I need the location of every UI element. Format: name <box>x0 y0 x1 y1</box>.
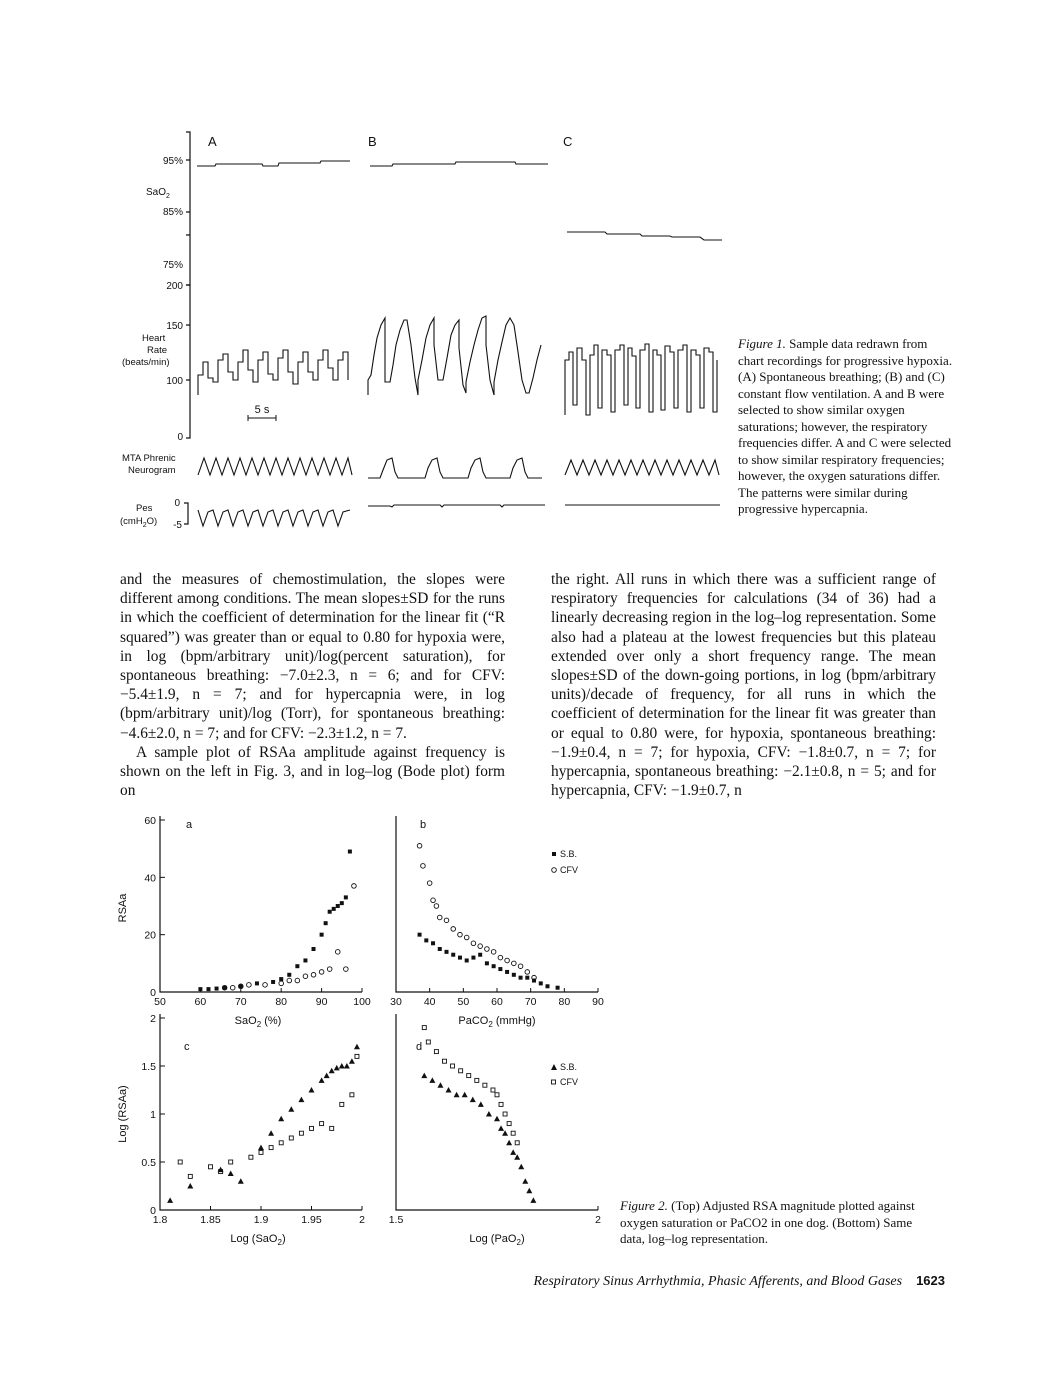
data-point-d-s-b <box>454 1092 460 1098</box>
data-point-b-s-b <box>478 953 482 957</box>
mta-traces <box>198 458 719 478</box>
data-point-b-cfv <box>464 935 469 940</box>
data-point-d-s-b <box>421 1073 427 1079</box>
x-tick-label-a: 80 <box>275 996 288 1008</box>
y-tick-label-c: 0.5 <box>141 1157 156 1169</box>
data-point-c-cfv <box>299 1131 303 1135</box>
data-point-a-s-b <box>332 907 336 911</box>
legend-b-cfv: CFV <box>560 865 578 875</box>
legend-panel-b <box>552 849 578 875</box>
panel-label-b: B <box>368 134 377 149</box>
data-point-b-s-b <box>465 958 469 962</box>
data-point-b-cfv <box>518 964 523 969</box>
figure-2-axes <box>160 816 598 1210</box>
scale-bar-label: 5 s <box>254 404 270 416</box>
data-point-c-s-b <box>319 1077 325 1083</box>
data-point-d-cfv <box>422 1026 426 1030</box>
data-point-c-cfv <box>229 1160 233 1164</box>
data-point-d-cfv <box>475 1078 479 1082</box>
data-point-a-s-b <box>198 987 202 991</box>
sao2-axis <box>186 132 190 285</box>
data-point-a-cfv <box>319 970 324 975</box>
data-point-b-cfv <box>491 950 496 955</box>
data-point-c-cfv <box>310 1126 314 1130</box>
data-point-a-cfv <box>230 985 235 990</box>
data-point-b-cfv <box>431 898 436 903</box>
pes-label: Pes <box>136 503 153 514</box>
panel-label-c: C <box>563 134 573 149</box>
x-tick-label-b: 30 <box>390 996 402 1008</box>
data-point-c-cfv <box>188 1174 192 1178</box>
y-axis-label-log-rsaa: Log (RSAa) <box>117 1085 129 1143</box>
data-point-b-s-b <box>445 950 449 954</box>
data-point-d-s-b <box>470 1097 476 1103</box>
hr-label-line3: (beats/min) <box>122 357 170 368</box>
data-point-b-s-b <box>418 933 422 937</box>
data-point-d-s-b <box>526 1188 532 1194</box>
mta-label-line1: MTA Phrenic <box>122 453 176 464</box>
data-point-c-cfv <box>340 1102 344 1106</box>
data-point-a-cfv <box>327 967 332 972</box>
data-point-a-cfv <box>295 978 300 983</box>
sao2-tick-85: 85% <box>162 207 183 218</box>
data-point-b-s-b <box>492 964 496 968</box>
data-point-d-s-b <box>530 1197 536 1203</box>
figure-2-caption <box>620 1198 940 1248</box>
hr-axis <box>186 285 190 438</box>
data-point-c-s-b <box>238 1178 244 1184</box>
x-tick-label-c: 1.85 <box>200 1214 221 1226</box>
x-tick-label-b: 90 <box>592 996 604 1008</box>
x-axis-label-log-sao2: Log (SaO$_2$) <box>230 1233 286 1247</box>
x-tick-label-a: 60 <box>194 996 207 1008</box>
data-point-d-cfv <box>426 1040 430 1044</box>
data-point-a-cfv <box>279 981 284 986</box>
data-point-d-s-b <box>486 1111 492 1117</box>
data-point-d-cfv <box>467 1074 471 1078</box>
data-point-d-cfv <box>451 1064 455 1068</box>
legend-d-sb: S.B. <box>560 1062 578 1072</box>
data-point-a-s-b <box>206 987 210 991</box>
data-point-d-cfv <box>491 1088 495 1092</box>
pes-axis <box>184 503 188 524</box>
hr-tick-150: 150 <box>166 321 183 332</box>
data-point-b-s-b <box>451 953 455 957</box>
data-point-a-s-b <box>303 958 307 962</box>
hr-tick-100: 100 <box>166 376 183 387</box>
figure-1-caption-label: Figure 1. <box>738 336 786 351</box>
x-tick-label-d: 2 <box>595 1214 601 1226</box>
body-left-paragraph-2: A sample plot of RSAa amplitude against frequency is shown on the left in Fig. 3, and in log–log (Bode plot) form on <box>120 743 505 800</box>
data-point-a-cfv <box>335 950 340 955</box>
data-point-c-cfv <box>209 1165 213 1169</box>
panel-label-a-fig2: a <box>186 819 193 831</box>
y-tick-label-a: 60 <box>144 815 156 827</box>
data-point-d-s-b <box>514 1154 520 1160</box>
data-point-c-s-b <box>339 1063 345 1069</box>
data-point-c-s-b <box>349 1058 355 1064</box>
sao2-label: SaO$_2$ <box>146 187 170 200</box>
body-column-left <box>120 570 505 800</box>
data-point-a-cfv <box>303 974 308 979</box>
data-point-b-s-b <box>458 956 462 960</box>
data-point-c-cfv <box>320 1122 324 1126</box>
data-point-c-cfv <box>330 1126 334 1130</box>
data-point-b-s-b <box>438 947 442 951</box>
data-point-b-s-b <box>485 961 489 965</box>
data-point-d-s-b <box>494 1116 500 1122</box>
y-tick-label-a: 0 <box>150 987 156 999</box>
data-point-b-cfv <box>505 958 510 963</box>
data-point-d-cfv <box>442 1059 446 1063</box>
hr-label-line1: Heart <box>142 333 166 344</box>
x-tick-label-b: 60 <box>491 996 503 1008</box>
data-point-c-s-b <box>187 1183 193 1189</box>
y-tick-label-c: 1 <box>150 1109 156 1121</box>
y-tick-label-c: 2 <box>150 1013 156 1025</box>
data-point-b-cfv <box>512 961 517 966</box>
data-point-d-cfv <box>483 1083 487 1087</box>
data-point-b-cfv <box>471 941 476 946</box>
panel-label-d-fig2: d <box>416 1041 423 1053</box>
data-point-a-cfv <box>352 884 357 889</box>
data-point-c-s-b <box>334 1065 340 1071</box>
x-tick-label-a: 70 <box>234 996 247 1008</box>
data-point-d-s-b <box>478 1101 484 1107</box>
data-point-b-s-b <box>556 986 560 990</box>
data-point-c-s-b <box>258 1145 264 1151</box>
data-point-c-cfv <box>249 1155 253 1159</box>
data-point-d-cfv <box>434 1050 438 1054</box>
data-point-d-s-b <box>429 1077 435 1083</box>
data-point-d-s-b <box>462 1092 468 1098</box>
hr-traces <box>198 316 717 415</box>
data-point-a-cfv <box>247 983 252 988</box>
figure-2 <box>0 800 1063 1260</box>
hr-tick-200: 200 <box>166 281 183 292</box>
x-tick-label-d: 1.5 <box>388 1214 404 1226</box>
page-number: 1623 <box>916 1273 945 1288</box>
data-point-b-cfv <box>421 864 426 869</box>
data-point-c-s-b <box>344 1063 350 1069</box>
data-point-d-cfv <box>495 1093 499 1097</box>
data-point-d-s-b <box>510 1149 516 1155</box>
data-point-a-s-b <box>215 987 219 991</box>
pes-unit: (cmH$_2$O) <box>120 516 158 529</box>
x-tick-label-b: 70 <box>524 996 537 1008</box>
data-point-a-s-b <box>328 910 332 914</box>
data-point-a-s-b <box>320 933 324 937</box>
data-point-b-s-b <box>512 973 516 977</box>
hr-tick-0: 0 <box>177 432 183 443</box>
data-point-c-s-b <box>298 1097 304 1103</box>
data-point-c-cfv <box>279 1141 283 1145</box>
data-point-d-s-b <box>498 1125 504 1131</box>
y-tick-label-c: 1.5 <box>141 1061 156 1073</box>
x-tick-label-a: 100 <box>353 996 371 1008</box>
y-axis-label-rsaa: RSAa <box>117 893 129 923</box>
data-point-d-s-b <box>522 1178 528 1184</box>
data-point-c-s-b <box>309 1087 315 1093</box>
y-tick-label-a: 20 <box>144 929 156 942</box>
x-tick-label-a: 90 <box>315 996 328 1008</box>
pes-tick-0: 0 <box>174 498 180 509</box>
data-point-b-s-b <box>525 976 529 980</box>
y-tick-label-c: 0 <box>150 1205 156 1217</box>
data-point-c-s-b <box>288 1106 294 1112</box>
data-point-d-cfv <box>499 1102 503 1106</box>
x-tick-label-c: 1.9 <box>253 1214 269 1226</box>
data-point-a-s-b <box>295 964 299 968</box>
data-point-b-s-b <box>519 976 523 980</box>
data-point-b-s-b <box>505 970 509 974</box>
data-point-b-cfv <box>525 970 530 975</box>
x-tick-label-c: 1.8 <box>152 1214 168 1226</box>
data-point-c-cfv <box>269 1146 273 1150</box>
pes-tick-minus5: -5 <box>173 520 182 531</box>
data-point-b-s-b <box>424 938 428 942</box>
data-point-c-s-b <box>268 1130 274 1136</box>
data-point-c-s-b <box>228 1171 234 1177</box>
x-tick-label-b: 80 <box>558 996 571 1008</box>
data-point-d-cfv <box>507 1122 511 1126</box>
data-point-a-cfv <box>287 978 292 983</box>
data-point-c-s-b <box>324 1073 330 1079</box>
data-point-d-cfv <box>459 1069 463 1073</box>
data-point-b-cfv <box>478 944 483 949</box>
data-point-b-cfv <box>427 881 432 886</box>
y-tick-label-a: 40 <box>144 872 156 885</box>
data-point-d-cfv <box>515 1141 519 1145</box>
x-axis-label-paco2: PaCO$_2$ (mmHg) <box>458 1015 536 1029</box>
x-tick-label-a: 50 <box>154 996 166 1008</box>
data-point-a-cfv <box>311 973 316 978</box>
data-point-b-cfv <box>437 915 442 920</box>
running-head-title: Respiratory Sinus Arrhythmia, Phasic Afferents, and Blood Gases <box>533 1274 903 1289</box>
data-point-b-cfv <box>451 927 456 932</box>
running-head <box>490 1273 945 1290</box>
figure-2-caption-label: Figure 2. <box>620 1198 668 1213</box>
body-left-paragraph-1: and the measures of chemostimulation, the slopes were different among conditions. The mean slopes±SD for the runs in which the coefficient of determination for the linear fit (“R squared”) was greater than or equal to 0.80 for hypoxia were, in log (bpm/arbitrary unit)/log(percent saturation), for spontaneous breathing: −7.0±2.3, n = 6; and for CFV: −5.4±1.9, n = 7; and for hypercapnia were, in log (bpm/arbitrary unit)/log (Torr), for spontaneous breathing: −4.6±2.0, n = 7; and for CFV: −2.3±1.2, n = 7. <box>120 571 505 742</box>
data-point-b-s-b <box>431 941 435 945</box>
legend-b-sb: S.B. <box>560 849 578 859</box>
sao2-tick-95: 95% <box>162 156 183 167</box>
data-point-c-s-b <box>354 1044 360 1050</box>
data-point-a-cfv <box>263 983 268 988</box>
data-point-c-s-b <box>329 1068 335 1074</box>
x-axis-label-log-pao2: Log (PaO$_2$) <box>469 1233 525 1247</box>
pes-traces <box>198 505 720 526</box>
data-point-a-s-b <box>344 895 348 899</box>
x-tick-label-c: 2 <box>359 1214 365 1226</box>
sao2-tick-75: 75% <box>162 260 183 271</box>
data-point-d-s-b <box>437 1082 443 1088</box>
x-tick-label-b: 40 <box>423 996 436 1008</box>
data-point-b-cfv <box>498 955 503 960</box>
data-point-c-s-b <box>167 1197 173 1203</box>
data-point-d-cfv <box>503 1112 507 1116</box>
panel-label-a: A <box>208 134 217 149</box>
data-point-a-s-b <box>348 850 352 854</box>
sao2-traces <box>197 161 722 240</box>
data-point-c-cfv <box>350 1093 354 1097</box>
data-point-c-cfv <box>259 1150 263 1154</box>
data-point-a-s-b <box>340 901 344 905</box>
data-point-d-s-b <box>502 1130 508 1136</box>
panel-label-b-fig2: b <box>420 819 427 831</box>
data-point-c-s-b <box>278 1116 284 1122</box>
data-point-b-s-b <box>539 981 543 985</box>
data-point-b-cfv <box>485 947 490 952</box>
data-point-c-cfv <box>289 1136 293 1140</box>
data-point-b-s-b <box>498 967 502 971</box>
legend-d-cfv: CFV <box>560 1077 578 1087</box>
hr-label-line2: Rate <box>147 345 168 356</box>
data-point-b-cfv <box>417 844 422 849</box>
legend-panel-d <box>551 1062 578 1087</box>
data-point-a-cfv <box>344 967 349 972</box>
body-right-paragraph-1: the right. All runs in which there was a sufficient range of respiratory frequencies for calculations (34 of 36) had a linearly decreasing region in the log–log representation. Some also had a plateau at the lowest frequencies but this plateau extended over only a short frequency range. The mean slopes±SD of the down-going portions, in log (bpm/arbitrary units)/decade of frequency, for all runs in which the coefficient of determination for the linear fit was greater than or equal to 0.80 were, for hypoxia, spontaneous breathing: −1.9±0.4, n = 7; for hypoxia, CFV: −1.8±0.7, n = 7; for hypercapnia, spontaneous breathing: −2.1±0.8, n = 5; and for hypercapnia, CFV: −1.9±0.7, n <box>551 571 936 800</box>
mta-label-line2: Neurogram <box>128 465 176 476</box>
data-point-a-s-b <box>271 980 275 984</box>
data-point-a-s-b <box>279 977 283 981</box>
figure-1-caption-text: Sample data redrawn from chart recordings for progressive hypoxia. (A) Spontaneous breathing; (B) and (C) constant flow ventilation. A and B were selected to show similar oxygen saturations; however, the respiratory frequencies differ. A and C were selected to show similar respiratory frequencies; however, the oxygen saturations differ. The patterns were similar during progressive hypercapnia. <box>738 336 953 516</box>
figure-1-caption <box>738 336 956 518</box>
data-point-b-cfv <box>434 904 439 909</box>
figure-2-caption-text: (Top) Adjusted RSA magnitude plotted against oxygen saturation or PaCO2 in one dog. (Bottom) Same data, log–log representation. <box>620 1198 915 1246</box>
body-column-right <box>551 570 936 800</box>
data-point-a-s-b <box>255 981 259 985</box>
data-point-d-s-b <box>506 1140 512 1146</box>
data-point-b-cfv <box>458 932 463 937</box>
data-point-a-s-b <box>336 904 340 908</box>
data-point-c-cfv <box>178 1160 182 1164</box>
panel-label-c-fig2: c <box>184 1041 190 1053</box>
data-point-a-s-b <box>324 921 328 925</box>
data-point-a-s-b <box>312 947 316 951</box>
data-point-b-s-b <box>546 984 550 988</box>
x-axis-label-sao2: SaO$_2$ (%) <box>234 1015 282 1029</box>
x-tick-label-b: 50 <box>457 996 470 1008</box>
data-point-b-cfv <box>444 918 449 923</box>
data-point-d-s-b <box>518 1164 524 1170</box>
data-point-d-cfv <box>511 1131 515 1135</box>
x-tick-label-c: 1.95 <box>301 1214 322 1226</box>
data-point-d-s-b <box>446 1087 452 1093</box>
data-point-b-s-b <box>471 956 475 960</box>
data-point-c-cfv <box>355 1054 359 1058</box>
data-point-a-s-b <box>287 973 291 977</box>
